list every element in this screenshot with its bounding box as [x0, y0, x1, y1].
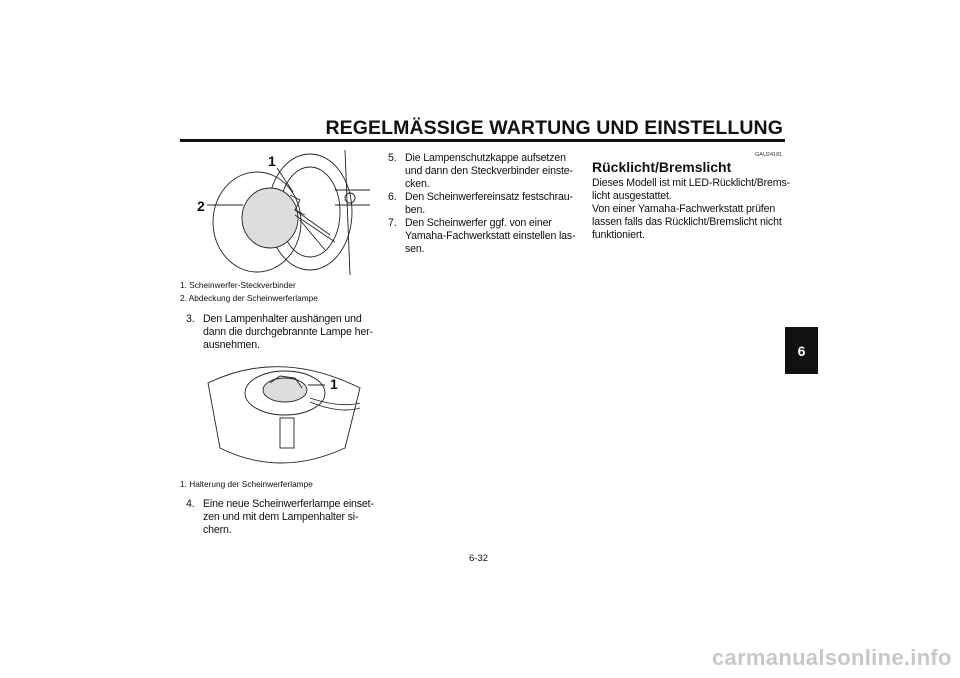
headlight-connector-illustration	[195, 150, 370, 275]
step-3: 3. Den Lampenhalter aushängen und dann die durchgebrannte Lampe her- ausnehmen.	[186, 313, 373, 351]
callout-2: 2	[197, 198, 205, 214]
section-code: GAU24181	[755, 152, 783, 158]
page-number: 6-32	[469, 553, 489, 564]
page-title: REGELMÄSSIGE WARTUNG UND EINSTELLUNG	[325, 117, 783, 139]
callout-1: 1	[330, 376, 338, 392]
figure1-caption-1: 1. Scheinwerfer-Steckverbinder	[180, 280, 296, 290]
chapter-tab: 6	[785, 327, 818, 374]
step-7: 7. Den Scheinwerfer ggf. von einer Yamaha-Fachwerkstatt einstellen las- sen.	[388, 217, 576, 255]
bulb-holder-illustration	[200, 358, 370, 470]
figure1-caption-2: 2. Abdeckung der Scheinwerferlampe	[180, 293, 318, 303]
watermark: carmanualsonline.info	[712, 645, 952, 670]
callout-1: 1	[268, 153, 276, 169]
header-rule	[180, 139, 785, 142]
section-heading: Rücklicht/Bremslicht	[592, 159, 732, 175]
step-6: 6. Den Scheinwerfereinsatz festschrau- ben.	[388, 191, 573, 216]
figure2-caption-1: 1. Halterung der Scheinwerferlampe	[180, 479, 313, 489]
step-4: 4. Eine neue Scheinwerferlampe einset- zen und mit dem Lampenhalter si- chern.	[186, 498, 374, 536]
step-5: 5. Die Lampenschutzkappe aufsetzen und dann den Steckverbinder einste- cken.	[388, 152, 573, 190]
section-body: Dieses Modell ist mit LED-Rücklicht/Brems- licht ausgestattet. Von einer Yamaha-Fachwerkstatt prüfen lassen falls das Rücklicht/Bremslicht nicht funktioniert.	[592, 177, 790, 241]
